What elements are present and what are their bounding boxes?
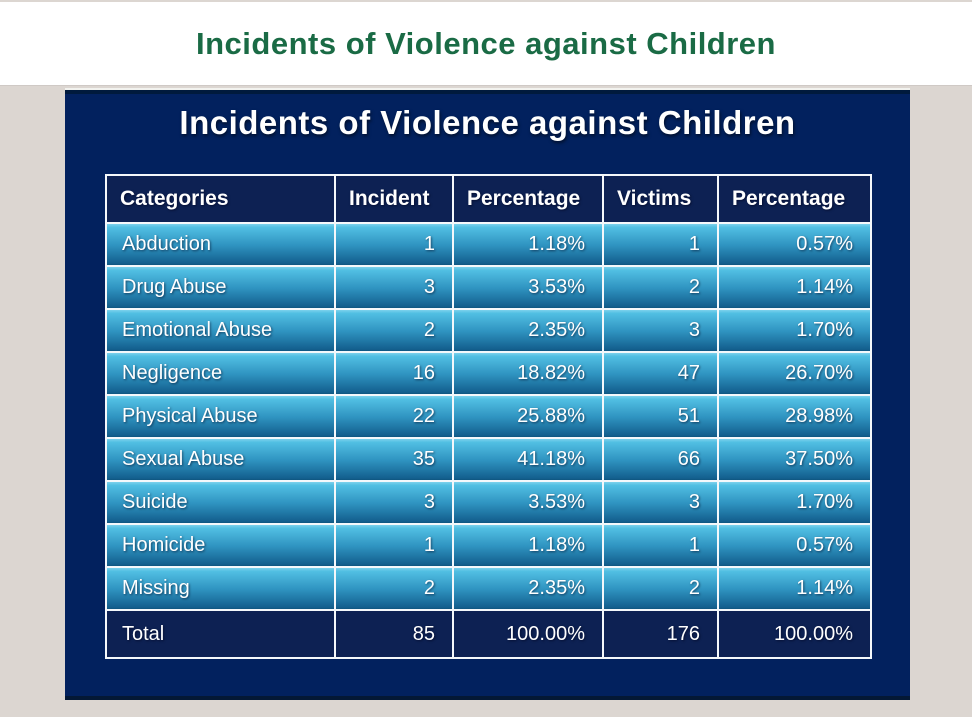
value-cell: 2 [603, 567, 718, 610]
category-cell: Negligence [106, 352, 335, 395]
value-cell: 2 [335, 567, 453, 610]
value-cell: 28.98% [718, 395, 871, 438]
value-cell: 66 [603, 438, 718, 481]
category-cell: Abduction [106, 223, 335, 266]
header-victims-percentage: Percentage [718, 175, 871, 223]
value-cell: 1.18% [453, 524, 603, 567]
value-cell: 2.35% [453, 567, 603, 610]
value-cell: 85 [335, 610, 453, 658]
table-total-row [106, 610, 871, 658]
table-header-row [106, 175, 871, 223]
category-cell: Total [106, 610, 335, 658]
table-row [106, 395, 871, 438]
value-cell: 1 [603, 524, 718, 567]
category-cell: Emotional Abuse [106, 309, 335, 352]
header-incident: Incident [335, 175, 453, 223]
header-categories: Categories [106, 175, 335, 223]
category-cell: Suicide [106, 481, 335, 524]
table-row [106, 567, 871, 610]
value-cell: 47 [603, 352, 718, 395]
table-row [106, 481, 871, 524]
category-cell: Missing [106, 567, 335, 610]
page-title: Incidents of Violence against Children [196, 25, 776, 61]
value-cell: 1.70% [718, 481, 871, 524]
value-cell: 3 [603, 309, 718, 352]
value-cell: 1.70% [718, 309, 871, 352]
value-cell: 0.57% [718, 524, 871, 567]
value-cell: 100.00% [453, 610, 603, 658]
value-cell: 1 [335, 524, 453, 567]
value-cell: 3 [335, 481, 453, 524]
value-cell: 2 [335, 309, 453, 352]
table-row [106, 309, 871, 352]
incidents-table [105, 174, 872, 659]
category-cell: Sexual Abuse [106, 438, 335, 481]
value-cell: 176 [603, 610, 718, 658]
value-cell: 37.50% [718, 438, 871, 481]
value-cell: 16 [335, 352, 453, 395]
value-cell: 22 [335, 395, 453, 438]
value-cell: 1.18% [453, 223, 603, 266]
value-cell: 26.70% [718, 352, 871, 395]
table-row [106, 438, 871, 481]
value-cell: 3.53% [453, 266, 603, 309]
table-body [106, 223, 871, 658]
value-cell: 1.14% [718, 567, 871, 610]
value-cell: 25.88% [453, 395, 603, 438]
header-victims: Victims [603, 175, 718, 223]
value-cell: 3 [603, 481, 718, 524]
category-cell: Physical Abuse [106, 395, 335, 438]
top-banner [0, 2, 972, 86]
table-row [106, 223, 871, 266]
value-cell: 1.14% [718, 266, 871, 309]
table-row [106, 524, 871, 567]
category-cell: Drug Abuse [106, 266, 335, 309]
value-cell: 18.82% [453, 352, 603, 395]
slide-title: Incidents of Violence against Children [179, 104, 796, 141]
slide [65, 88, 910, 700]
header-incident-percentage: Percentage [453, 175, 603, 223]
value-cell: 2 [603, 266, 718, 309]
value-cell: 3.53% [453, 481, 603, 524]
table-row [106, 352, 871, 395]
value-cell: 35 [335, 438, 453, 481]
value-cell: 51 [603, 395, 718, 438]
value-cell: 2.35% [453, 309, 603, 352]
value-cell: 100.00% [718, 610, 871, 658]
value-cell: 41.18% [453, 438, 603, 481]
category-cell: Homicide [106, 524, 335, 567]
value-cell: 0.57% [718, 223, 871, 266]
value-cell: 3 [335, 266, 453, 309]
value-cell: 1 [335, 223, 453, 266]
table-row [106, 266, 871, 309]
value-cell: 1 [603, 223, 718, 266]
